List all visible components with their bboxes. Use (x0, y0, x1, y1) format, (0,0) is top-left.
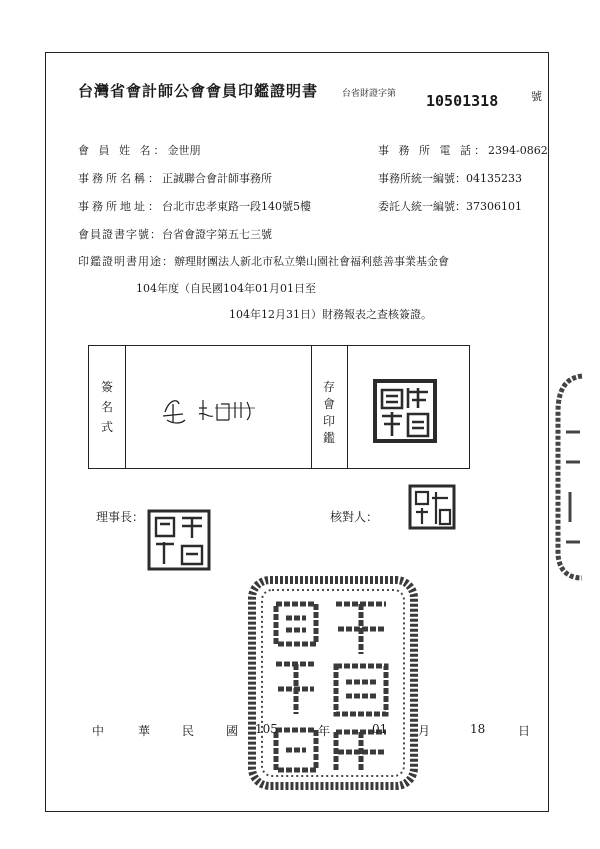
date-day-unit: 日 (518, 724, 531, 738)
office-phone-label: 事 務 所 電 話： (378, 144, 488, 157)
office-name-row (78, 170, 272, 186)
date-day: 18 (470, 722, 486, 736)
table-divider (125, 346, 126, 468)
issuer-reference: 台省財證字第 (342, 89, 397, 99)
office-address-label: 事務所地址： (78, 200, 162, 213)
certificate-label: 會員證書字號： (78, 228, 162, 241)
certificate-no-row (78, 226, 272, 242)
serial-number: 10501318 (426, 92, 499, 110)
date-char-zhong: 中 (92, 724, 105, 738)
purpose-line-3: 104年12月31日）財務報表之查核簽證。 (229, 308, 432, 321)
checker-seal-stamp (408, 484, 456, 530)
office-name: 正誠聯合會計師事務所 (162, 172, 272, 185)
chairman-seal-stamp (146, 508, 212, 572)
office-name-label: 事務所名稱： (78, 172, 162, 185)
member-name-row (78, 142, 201, 158)
partial-seal-edge (554, 372, 584, 582)
seal-label: 存 會 印 鑑 (322, 380, 335, 445)
purpose-line-2: 104年度（自民國104年01月01日至 (136, 282, 316, 295)
purpose-line-1: 辦理財團法人新北市私立樂山園社會福利慈善事業基金會 (174, 255, 449, 268)
table-divider (347, 346, 348, 468)
client-unified-no-row (378, 198, 522, 214)
association-official-seal (246, 574, 420, 792)
office-address-row (78, 198, 311, 214)
date-char-hua: 華 (138, 724, 151, 738)
purpose-row (78, 253, 449, 269)
chairman-label: 理事長： (96, 510, 145, 524)
member-name: 金世朋 (167, 144, 201, 157)
client-unified-no: 37306101 (466, 200, 522, 213)
number-suffix: 號 (531, 90, 542, 103)
handwritten-signature (155, 390, 265, 430)
signature-label: 簽 名 式 (100, 380, 113, 434)
date-month-unit: 月 (418, 724, 431, 738)
office-phone-row (378, 142, 548, 158)
table-divider (311, 346, 312, 468)
member-name-label: 會 員 姓 名： (78, 144, 168, 157)
certificate-no: 台省會證字第五七三號 (162, 228, 272, 241)
date-char-min: 民 (182, 724, 195, 738)
purpose-label: 印鑑證明書用途： (78, 255, 174, 268)
checker-label: 核對人： (330, 510, 379, 524)
date-year: 105 (255, 722, 278, 736)
office-unified-no-label: 事務所統一編號： (378, 172, 466, 185)
date-char-guo: 國 (226, 724, 239, 738)
office-address: 台北市忠孝東路一段140號5樓 (162, 200, 311, 213)
office-unified-no-row (378, 170, 522, 186)
office-unified-no: 04135233 (466, 172, 522, 185)
member-seal-stamp (372, 378, 438, 444)
certificate-title: 台灣省會計師公會會員印鑑證明書 (78, 82, 319, 100)
date-month: 01 (372, 722, 388, 736)
date-year-unit: 年 (318, 724, 331, 738)
client-unified-no-label: 委託人統一編號： (378, 200, 466, 213)
office-phone: 2394-0862 (488, 144, 548, 157)
